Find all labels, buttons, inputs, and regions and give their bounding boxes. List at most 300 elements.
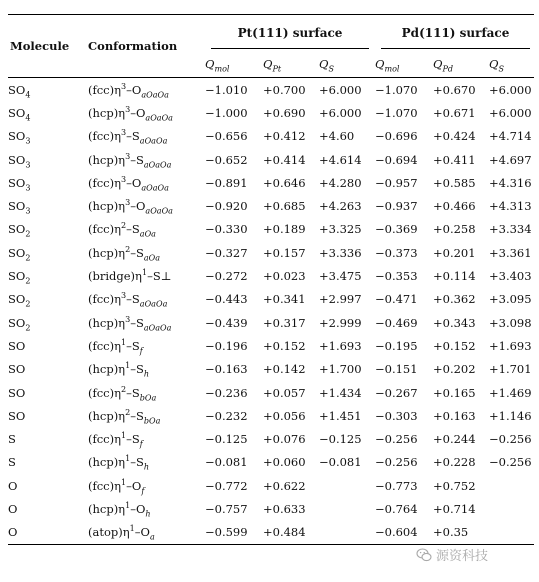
cell-conformation (88, 358, 205, 381)
cell-conformation (88, 101, 205, 124)
cell-pd-qmol: −0.256 (375, 432, 418, 447)
conformation-binding-atom: –O (126, 478, 142, 493)
cell-conformation (88, 78, 205, 102)
molecule-formula: SO (8, 385, 26, 400)
cell-pt-qpt: +0.414 (263, 152, 306, 167)
cell-molecule (8, 125, 88, 148)
cell-pt-qs: +4.280 (319, 175, 362, 190)
cell-pd-qpd: +0.258 (433, 222, 476, 237)
conformation-atoms: h (145, 509, 151, 519)
molecule-formula: SO (8, 152, 26, 167)
conformation-binding-atom: –O (126, 82, 142, 97)
cell-pd-qmol: −0.469 (375, 315, 418, 330)
cell-pd-qs: +4.697 (489, 152, 532, 167)
conformation-binding-atom: –S (126, 338, 140, 353)
table-row (8, 427, 534, 450)
cell-pt-qs: −0.081 (319, 455, 362, 470)
cell-pd-qmol: −0.256 (375, 455, 418, 470)
cell-molecule (8, 521, 88, 545)
conformation-atoms: bOa (143, 416, 161, 426)
cell-pt-qmol: −0.196 (205, 338, 248, 353)
cell-pd-qpd: +0.163 (433, 408, 476, 423)
cell-pt-qmol: −0.125 (205, 432, 248, 447)
cell-pd-qpd: +0.670 (433, 82, 476, 97)
cell-pd-qs: +1.701 (489, 362, 532, 377)
cell-molecule (8, 218, 88, 241)
cell-pd-qmol: −0.353 (375, 269, 418, 284)
cell-pd-qs: +3.403 (489, 269, 532, 284)
conformation-binding-atom: –O (134, 525, 150, 540)
cell-pt-qpt: +0.189 (263, 222, 306, 237)
cell-pd-qpd: +0.165 (433, 385, 476, 400)
molecule-subscript: 4 (25, 89, 31, 99)
cell-pt-qs: +4.60 (319, 129, 355, 144)
cell-pt-qs: +2.997 (319, 292, 362, 307)
conformation-atoms: aOaOa (143, 159, 172, 169)
cell-pt-qpt: +0.023 (263, 269, 306, 284)
table-row (8, 358, 534, 381)
molecule-subscript: 2 (25, 276, 31, 286)
conformation-site: (fcc)η (88, 175, 122, 190)
cell-pt-qmol: −0.891 (205, 175, 248, 190)
cell-pd-qmol: −1.070 (375, 105, 418, 120)
conformation-hapticity: 3 (121, 291, 127, 301)
cell-pd-qmol: −0.773 (375, 478, 418, 493)
cell-pd-qmol: −0.195 (375, 338, 418, 353)
table-row (8, 404, 534, 427)
conformation-atoms: aOa (139, 229, 156, 239)
conformation-site: (fcc)η (88, 432, 122, 447)
cell-pd-qs (489, 521, 534, 545)
cell-pd-qpd: +0.362 (433, 292, 476, 307)
cell-molecule (8, 334, 88, 357)
molecule-formula: SO (8, 129, 26, 144)
cell-pt-qs (319, 474, 375, 497)
cell-pd-qs: +4.313 (489, 199, 532, 214)
conformation-binding-atom: –S (126, 292, 140, 307)
cell-pd-qpd: +0.202 (433, 362, 476, 377)
table-row (8, 171, 534, 194)
molecule-formula: SO (8, 222, 26, 237)
cell-pt-qs: +6.000 (319, 105, 362, 120)
conformation-site: (fcc)η (88, 82, 122, 97)
conformation-hapticity: 1 (121, 431, 127, 441)
cell-conformation (88, 404, 205, 427)
conformation-hapticity: 1 (125, 361, 131, 371)
cell-conformation (88, 427, 205, 450)
molecule-formula: SO (8, 362, 26, 377)
cell-pt-qpt: +0.152 (263, 338, 306, 353)
conformation-hapticity: 3 (121, 81, 127, 91)
conformation-binding-atom: –S (126, 129, 140, 144)
cell-pd-qs: −0.256 (489, 455, 532, 470)
molecule-formula: S (8, 432, 16, 447)
cell-pd-qs: +3.098 (489, 315, 532, 330)
header-pt-qpt: $Q_{Pt}$ (263, 57, 282, 74)
cell-pt-qs: +1.451 (319, 408, 362, 423)
cell-conformation (88, 311, 205, 334)
cell-conformation (88, 264, 205, 287)
conformation-binding-atom: –O (126, 175, 142, 190)
conformation-hapticity: 2 (121, 221, 127, 231)
cell-pd-qmol: −0.604 (375, 525, 418, 540)
cell-molecule (8, 474, 88, 497)
cell-conformation (88, 451, 205, 474)
cell-pt-qs: −0.125 (319, 432, 362, 447)
cell-pd-qpd: +0.752 (433, 478, 476, 493)
cell-pt-qmol: −0.656 (205, 129, 248, 144)
molecule-subscript: 3 (25, 206, 31, 216)
table-row (8, 311, 534, 334)
conformation-site: (hcp)η (88, 315, 126, 330)
molecule-subscript: 2 (25, 229, 31, 239)
cell-pd-qpd: +0.343 (433, 315, 476, 330)
cell-pt-qpt: +0.690 (263, 105, 306, 120)
cell-pt-qmol: −0.327 (205, 245, 248, 260)
table-row (8, 334, 534, 357)
cell-pt-qmol: −0.439 (205, 315, 248, 330)
table-row (8, 521, 534, 545)
table-row (8, 148, 534, 171)
cell-pt-qpt: +0.633 (263, 501, 306, 516)
conformation-binding-atom: –O (130, 199, 146, 214)
cell-pt-qpt: +0.685 (263, 199, 306, 214)
conformation-binding-atom: –S (126, 385, 140, 400)
cell-pt-qmol: −0.443 (205, 292, 248, 307)
conformation-binding-atom: –O (130, 501, 146, 516)
cell-molecule (8, 241, 88, 264)
conformation-site: (bridge)η (88, 269, 142, 284)
conformation-atoms: f (141, 485, 145, 495)
conformation-hapticity: 3 (125, 105, 131, 115)
table-row (8, 381, 534, 404)
conformation-hapticity: 1 (141, 268, 148, 278)
cell-pd-qmol: −0.471 (375, 292, 418, 307)
conformation-hapticity: 2 (121, 384, 127, 394)
cell-pt-qpt: +0.142 (263, 362, 306, 377)
conformation-binding-atom: –S (126, 222, 140, 237)
cell-pd-qs: +6.000 (489, 82, 532, 97)
cell-conformation (88, 218, 205, 241)
conformation-binding-atom: –S (130, 245, 144, 260)
cell-conformation (88, 497, 205, 520)
conformation-site: (fcc)η (88, 129, 122, 144)
cell-pt-qpt: +0.646 (263, 175, 306, 190)
cell-pd-qs: −0.256 (489, 432, 532, 447)
molecule-formula: O (8, 525, 18, 540)
cell-pt-qmol: −0.652 (205, 152, 248, 167)
molecule-formula: SO (8, 269, 26, 284)
cell-pd-qmol: −0.937 (375, 199, 418, 214)
cell-pt-qmol: −1.010 (205, 82, 248, 97)
molecule-formula: SO (8, 105, 26, 120)
cell-pt-qmol: −0.330 (205, 222, 248, 237)
cell-pt-qmol: −0.920 (205, 199, 248, 214)
conformation-atoms: aOa (143, 253, 161, 263)
cell-pd-qpd: +0.466 (433, 199, 476, 214)
cell-pd-qs: +1.146 (489, 408, 532, 423)
table-row (8, 241, 534, 264)
cell-pt-qpt: +0.484 (263, 525, 306, 540)
cell-pd-qpd: +0.228 (433, 455, 476, 470)
cell-pt-qmol: −0.772 (205, 478, 248, 493)
molecule-subscript: 4 (25, 113, 31, 123)
cell-molecule (8, 358, 88, 381)
cell-pt-qpt: +0.056 (263, 408, 306, 423)
cell-molecule (8, 497, 88, 520)
conformation-atoms: a (149, 532, 155, 542)
cell-molecule (8, 288, 88, 311)
molecule-formula: S (8, 455, 16, 470)
molecule-subscript: 2 (25, 322, 31, 332)
cell-pt-qs: +1.700 (319, 362, 362, 377)
cell-pd-qpd: +0.35 (433, 525, 469, 540)
cell-pt-qs: +1.434 (319, 385, 362, 400)
conformation-hapticity: 3 (125, 151, 131, 161)
cell-pd-qmol: −0.151 (375, 362, 418, 377)
cell-pd-qs (489, 497, 534, 520)
conformation-hapticity: 3 (121, 128, 127, 138)
cell-pd-qs: +4.714 (489, 129, 532, 144)
cell-pt-qs: +3.325 (319, 222, 362, 237)
cell-molecule (8, 171, 88, 194)
cell-molecule (8, 311, 88, 334)
cell-molecule (8, 194, 88, 217)
cell-pd-qmol: −0.957 (375, 175, 418, 190)
header-pt-qmol: $Q_{mol}$ (205, 57, 230, 74)
cell-pd-qmol: −0.267 (375, 385, 418, 400)
conformation-binding-atom: –O (130, 105, 146, 120)
cell-pt-qpt: +0.057 (263, 385, 306, 400)
conformation-binding-atom: –S (130, 408, 144, 423)
molecule-subscript: 2 (25, 299, 31, 309)
conformation-hapticity: 1 (125, 501, 131, 511)
cell-pt-qmol: −0.232 (205, 408, 248, 423)
watermark-text: 源资科技 (436, 549, 489, 564)
header-pt-qs: $Q_S$ (319, 57, 334, 74)
conformation-site: (fcc)η (88, 478, 122, 493)
conformation-site: (atop)η (88, 525, 130, 540)
cell-conformation (88, 171, 205, 194)
cell-conformation (88, 288, 205, 311)
cell-pd-qs: +3.095 (489, 292, 532, 307)
conformation-atoms: bOa (139, 392, 157, 402)
conformation-atoms: aOaOa (139, 299, 168, 309)
molecule-formula: SO (8, 292, 26, 307)
cell-pt-qs: +6.000 (319, 82, 362, 97)
cell-pt-qmol: −0.081 (205, 455, 248, 470)
conformation-hapticity: 2 (125, 407, 131, 417)
conformation-binding-atom: –S (130, 152, 144, 167)
cell-pt-qpt: +0.412 (263, 129, 306, 144)
conformation-site: (hcp)η (88, 152, 126, 167)
cell-pd-qmol: −0.369 (375, 222, 418, 237)
conformation-site: (fcc)η (88, 338, 122, 353)
cell-pt-qs: +3.336 (319, 245, 362, 260)
cell-molecule (8, 78, 88, 102)
cell-pt-qpt: +0.157 (263, 245, 306, 260)
molecule-formula: SO (8, 338, 26, 353)
molecule-formula: SO (8, 408, 26, 423)
cell-pt-qs: +4.614 (319, 152, 362, 167)
cell-pt-qs (319, 521, 375, 545)
molecule-formula: SO (8, 82, 26, 97)
cell-pd-qpd: +0.201 (433, 245, 476, 260)
cell-pd-qpd: +0.244 (433, 432, 476, 447)
cell-pd-qmol: −1.070 (375, 82, 418, 97)
cell-pd-qs: +6.000 (489, 105, 532, 120)
table-row (8, 497, 534, 520)
molecule-subscript: 3 (25, 136, 31, 146)
cell-pd-qs (489, 474, 534, 497)
cell-pt-qmol: −1.000 (205, 105, 248, 120)
conformation-site: (hcp)η (88, 245, 126, 260)
conformation-atoms: h (143, 462, 150, 472)
conformation-site: (fcc)η (88, 292, 122, 307)
cell-pt-qpt: +0.622 (263, 478, 306, 493)
conformation-site: (hcp)η (88, 501, 126, 516)
table-row (8, 218, 534, 241)
conformation-hapticity: 1 (125, 454, 131, 464)
conformation-hapticity: 3 (125, 314, 131, 324)
conformation-site: (hcp)η (88, 105, 126, 120)
cell-conformation (88, 521, 205, 545)
cell-molecule (8, 427, 88, 450)
conformation-hapticity: 2 (125, 244, 131, 254)
conformation-binding-atom: –S (126, 432, 140, 447)
watermark (416, 545, 488, 564)
conformation-site: (hcp)η (88, 199, 126, 214)
conformation-site: (hcp)η (88, 408, 126, 423)
molecule-formula: SO (8, 245, 26, 260)
cell-pt-qmol: −0.599 (205, 525, 248, 540)
cell-pd-qmol: −0.764 (375, 501, 418, 516)
cell-pt-qs: +2.999 (319, 315, 362, 330)
header-pd-qs: $Q_S$ (489, 57, 504, 74)
conformation-site: (fcc)η (88, 385, 122, 400)
cell-molecule (8, 264, 88, 287)
cell-molecule (8, 381, 88, 404)
header-pd-qmol: $Q_{mol}$ (375, 57, 400, 74)
table-row (8, 264, 534, 287)
cell-molecule (8, 404, 88, 427)
table-row (8, 288, 534, 311)
cell-molecule (8, 451, 88, 474)
conformation-atoms: aOaOa (141, 183, 169, 193)
cell-pt-qpt: +0.341 (263, 292, 306, 307)
conformation-atoms: aOaOa (141, 89, 169, 99)
conformation-atoms: f (139, 346, 143, 356)
cell-pd-qpd: +0.714 (433, 501, 476, 516)
header-pd-surface: Pd(111) surface (375, 15, 534, 52)
table-row (8, 78, 534, 102)
conformation-atoms: f (139, 439, 143, 449)
cell-conformation (88, 474, 205, 497)
conformation-binding-atom: –S (130, 455, 144, 470)
cell-pd-qs: +3.361 (489, 245, 532, 260)
cell-pt-qmol: −0.757 (205, 501, 248, 516)
cell-molecule (8, 101, 88, 124)
cell-pt-qs: +4.263 (319, 199, 362, 214)
cell-pd-qpd: +0.585 (433, 175, 476, 190)
cell-pd-qs: +1.693 (489, 338, 532, 353)
conformation-binding-atom: –S (130, 362, 144, 377)
header-molecule: Molecule (10, 39, 70, 53)
cell-pd-qmol: −0.696 (375, 129, 418, 144)
cell-pd-qmol: −0.303 (375, 408, 418, 423)
table-row (8, 125, 534, 148)
conformation-site: (fcc)η (88, 222, 122, 237)
table-row (8, 194, 534, 217)
cell-pd-qmol: −0.694 (375, 152, 418, 167)
cell-pt-qs: +3.475 (319, 269, 362, 284)
conformation-atoms: aOaOa (145, 206, 173, 216)
conformation-hapticity: 1 (121, 338, 127, 348)
molecule-subscript: 3 (25, 183, 31, 193)
cell-pt-qmol: −0.236 (205, 385, 248, 400)
conformation-hapticity: 3 (121, 175, 127, 184)
cell-conformation (88, 381, 205, 404)
cell-pd-qs: +3.334 (489, 222, 532, 237)
header-pt-surface: Pt(111) surface (205, 15, 375, 52)
table-row (8, 451, 534, 474)
conformation-hapticity: 1 (129, 524, 135, 534)
data-table (8, 14, 534, 545)
header-pd-qpd: $Q_{Pd}$ (433, 57, 454, 74)
conformation-atoms: h (143, 369, 150, 379)
conformation-atoms: aOaOa (139, 136, 168, 146)
cell-pt-qpt: +0.700 (263, 82, 306, 97)
cell-pd-qs: +4.316 (489, 175, 532, 190)
cell-pt-qmol: −0.163 (205, 362, 248, 377)
cell-pd-qpd: +0.114 (433, 269, 476, 284)
conformation-site: (hcp)η (88, 362, 126, 377)
cell-pd-qpd: +0.152 (433, 338, 476, 353)
molecule-formula: O (8, 501, 18, 516)
conformation-binding-atom: –S⊥ (147, 269, 172, 284)
molecule-formula: SO (8, 199, 26, 214)
cell-pd-qpd: +0.424 (433, 129, 476, 144)
cell-pt-qpt: +0.317 (263, 315, 306, 330)
header-conformation: Conformation (88, 39, 178, 53)
conformation-hapticity: 1 (121, 477, 127, 487)
cell-pd-qpd: +0.671 (433, 105, 476, 120)
cell-pt-qs: +1.693 (319, 338, 362, 353)
conformation-binding-atom: –S (130, 315, 144, 330)
cell-pt-qs (319, 497, 375, 520)
cell-pt-qpt: +0.076 (263, 432, 306, 447)
cell-conformation (88, 148, 205, 171)
molecule-subscript: 2 (25, 253, 31, 263)
cell-pd-qs: +1.469 (489, 385, 532, 400)
cell-pt-qmol: −0.272 (205, 269, 248, 284)
cell-pt-qpt: +0.060 (263, 455, 306, 470)
cell-conformation (88, 194, 205, 217)
molecule-formula: SO (8, 315, 26, 330)
molecule-subscript: 3 (25, 159, 31, 169)
conformation-hapticity: 3 (125, 198, 131, 208)
cell-conformation (88, 241, 205, 264)
cell-conformation (88, 334, 205, 357)
conformation-atoms: aOaOa (143, 322, 172, 332)
cell-pd-qpd: +0.411 (433, 152, 476, 167)
molecule-formula: SO (8, 175, 26, 190)
cell-pd-qmol: −0.373 (375, 245, 418, 260)
table-row (8, 474, 534, 497)
conformation-site: (hcp)η (88, 455, 126, 470)
molecule-formula: O (8, 478, 18, 493)
table-row (8, 101, 534, 124)
